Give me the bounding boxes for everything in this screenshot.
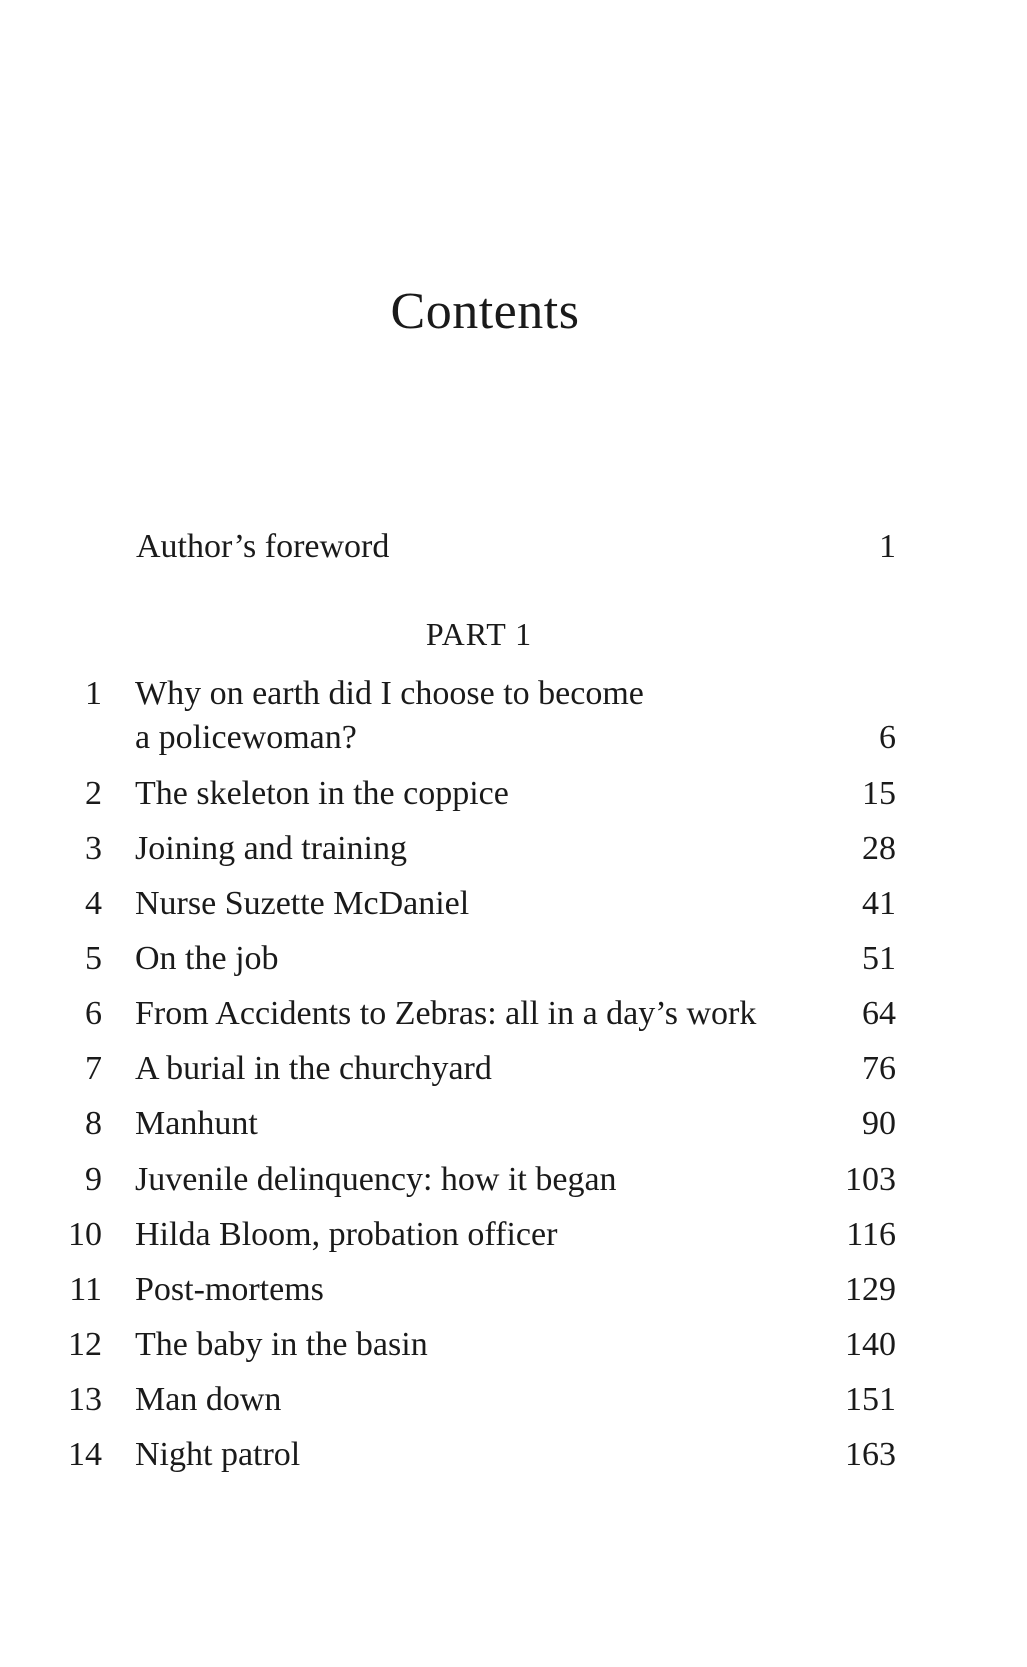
chapter-title: Night patrol: [135, 1436, 301, 1473]
chapter-page-number: 103: [845, 1161, 896, 1198]
toc-entry-chapter-1: [0, 672, 896, 760]
chapter-page-number: 51: [862, 940, 896, 977]
chapter-page-number: 6: [879, 719, 896, 756]
chapter-number: 8: [85, 1105, 102, 1142]
chapter-page-number: 140: [845, 1326, 896, 1363]
chapter-title: Juvenile delinquency: how it began: [135, 1161, 617, 1198]
chapter-number: 12: [68, 1326, 102, 1363]
chapter-number: 11: [69, 1271, 102, 1308]
chapter-number: 7: [85, 1050, 102, 1087]
chapter-title: A burial in the churchyard: [135, 1050, 492, 1087]
chapter-number: 2: [85, 775, 102, 812]
chapter-page-number: 90: [862, 1105, 896, 1142]
chapter-number: 14: [68, 1436, 102, 1473]
chapter-number: 13: [68, 1381, 102, 1418]
chapter-title-line-2: a policewoman?: [135, 719, 357, 756]
page-title: Contents: [390, 283, 580, 340]
chapter-number: 9: [85, 1161, 102, 1198]
chapter-title: Manhunt: [135, 1105, 258, 1142]
chapter-page-number: 116: [846, 1216, 896, 1253]
chapter-number: 6: [85, 995, 102, 1032]
chapter-title: The skeleton in the coppice: [135, 775, 509, 812]
chapter-title: Hilda Bloom, probation officer: [135, 1216, 558, 1253]
chapter-title: On the job: [135, 940, 279, 977]
chapter-title: Nurse Suzette McDaniel: [135, 885, 470, 922]
chapter-title-line-1: Why on earth did I choose to become: [135, 675, 644, 712]
chapter-title: Joining and training: [135, 830, 407, 867]
chapter-page-number: 76: [862, 1050, 896, 1087]
chapter-number: 1: [85, 675, 102, 712]
chapter-page-number: 163: [845, 1436, 896, 1473]
chapter-page-number: 151: [845, 1381, 896, 1418]
part-heading: PART 1: [425, 616, 533, 652]
chapter-number: 10: [68, 1216, 102, 1253]
chapter-number: 3: [85, 830, 102, 867]
chapter-page-number: 41: [862, 885, 896, 922]
chapter-title: Post-mortems: [135, 1271, 324, 1308]
entry-page-number: 1: [879, 528, 896, 565]
chapter-number: 4: [85, 885, 102, 922]
chapter-page-number: 28: [862, 830, 896, 867]
toc-entry-foreword: [136, 528, 896, 566]
chapter-title: Man down: [135, 1381, 282, 1418]
chapter-page-number: 64: [862, 995, 896, 1032]
chapter-page-number: 129: [845, 1271, 896, 1308]
chapter-page-number: 15: [862, 775, 896, 812]
entry-title: Author’s foreword: [136, 528, 390, 565]
chapter-title: From Accidents to Zebras: all in a day’s work: [135, 995, 757, 1032]
chapter-title: The baby in the basin: [135, 1326, 428, 1363]
chapter-number: 5: [85, 940, 102, 977]
